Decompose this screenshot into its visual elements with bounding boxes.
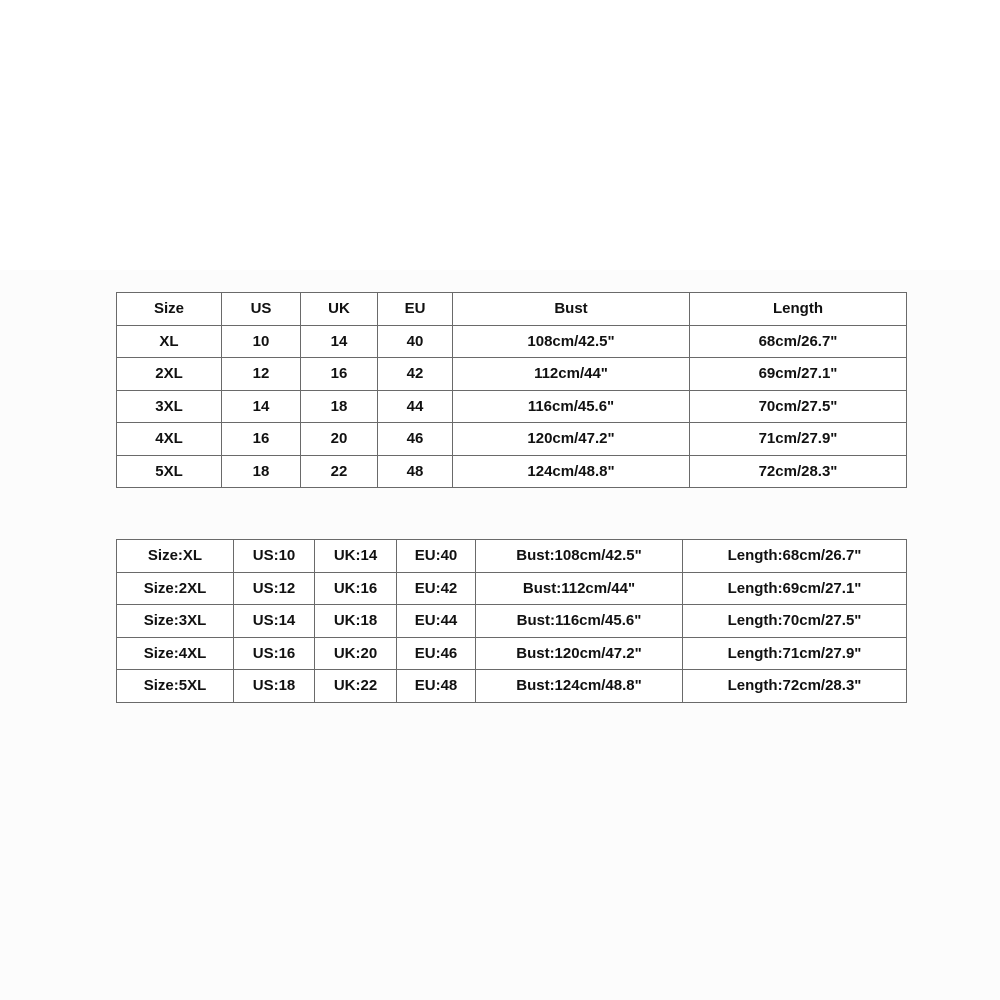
- cell-size: 2XL: [117, 358, 222, 391]
- cell-length: 70cm/27.5": [690, 390, 907, 423]
- cell-us: US:14: [234, 605, 315, 638]
- table-header-row: [117, 293, 907, 326]
- cell-length: Length:71cm/27.9": [683, 637, 907, 670]
- cell-bust: 108cm/42.5": [453, 325, 690, 358]
- cell-size: Size:2XL: [117, 572, 234, 605]
- size-chart-inline-table: [116, 539, 907, 703]
- cell-uk: UK:22: [315, 670, 397, 703]
- cell-bust: 120cm/47.2": [453, 423, 690, 456]
- cell-eu: 46: [378, 423, 453, 456]
- cell-bust: Bust:112cm/44": [476, 572, 683, 605]
- cell-bust: 116cm/45.6": [453, 390, 690, 423]
- cell-eu: EU:46: [397, 637, 476, 670]
- cell-uk: 20: [301, 423, 378, 456]
- cell-bust: 112cm/44": [453, 358, 690, 391]
- table-row: [117, 605, 907, 638]
- header-cell-bust: Bust: [453, 293, 690, 326]
- size-chart-table: [116, 292, 907, 488]
- cell-eu: 40: [378, 325, 453, 358]
- cell-uk: UK:16: [315, 572, 397, 605]
- cell-us: US:12: [234, 572, 315, 605]
- cell-size: Size:4XL: [117, 637, 234, 670]
- cell-us: 18: [222, 455, 301, 488]
- cell-us: 10: [222, 325, 301, 358]
- table-row: [117, 670, 907, 703]
- cell-eu: 42: [378, 358, 453, 391]
- background-top: [0, 0, 1000, 270]
- cell-uk: 18: [301, 390, 378, 423]
- cell-size: XL: [117, 325, 222, 358]
- cell-length: 68cm/26.7": [690, 325, 907, 358]
- table-row: [117, 455, 907, 488]
- cell-eu: 44: [378, 390, 453, 423]
- cell-bust: Bust:124cm/48.8": [476, 670, 683, 703]
- header-cell-size: Size: [117, 293, 222, 326]
- header-cell-us: US: [222, 293, 301, 326]
- cell-size: 3XL: [117, 390, 222, 423]
- cell-us: US:16: [234, 637, 315, 670]
- cell-us: 14: [222, 390, 301, 423]
- table-row: [117, 637, 907, 670]
- cell-size: 5XL: [117, 455, 222, 488]
- cell-eu: 48: [378, 455, 453, 488]
- cell-size: Size:5XL: [117, 670, 234, 703]
- cell-length: Length:72cm/28.3": [683, 670, 907, 703]
- cell-eu: EU:44: [397, 605, 476, 638]
- cell-us: 12: [222, 358, 301, 391]
- cell-eu: EU:40: [397, 540, 476, 573]
- table-row: [117, 540, 907, 573]
- cell-length: Length:69cm/27.1": [683, 572, 907, 605]
- table-row: [117, 325, 907, 358]
- cell-bust: Bust:116cm/45.6": [476, 605, 683, 638]
- cell-eu: EU:48: [397, 670, 476, 703]
- cell-uk: 16: [301, 358, 378, 391]
- cell-bust: Bust:108cm/42.5": [476, 540, 683, 573]
- cell-uk: UK:20: [315, 637, 397, 670]
- cell-length: Length:70cm/27.5": [683, 605, 907, 638]
- cell-bust: 124cm/48.8": [453, 455, 690, 488]
- cell-length: 71cm/27.9": [690, 423, 907, 456]
- cell-eu: EU:42: [397, 572, 476, 605]
- cell-uk: 22: [301, 455, 378, 488]
- table-row: [117, 572, 907, 605]
- cell-length: 69cm/27.1": [690, 358, 907, 391]
- cell-us: US:10: [234, 540, 315, 573]
- cell-uk: 14: [301, 325, 378, 358]
- cell-uk: UK:18: [315, 605, 397, 638]
- cell-us: US:18: [234, 670, 315, 703]
- header-cell-uk: UK: [301, 293, 378, 326]
- header-cell-eu: EU: [378, 293, 453, 326]
- cell-bust: Bust:120cm/47.2": [476, 637, 683, 670]
- table-row: [117, 390, 907, 423]
- table-row: [117, 358, 907, 391]
- cell-size: 4XL: [117, 423, 222, 456]
- cell-size: Size:3XL: [117, 605, 234, 638]
- table-row: [117, 423, 907, 456]
- header-cell-length: Length: [690, 293, 907, 326]
- cell-us: 16: [222, 423, 301, 456]
- cell-size: Size:XL: [117, 540, 234, 573]
- cell-length: Length:68cm/26.7": [683, 540, 907, 573]
- cell-length: 72cm/28.3": [690, 455, 907, 488]
- cell-uk: UK:14: [315, 540, 397, 573]
